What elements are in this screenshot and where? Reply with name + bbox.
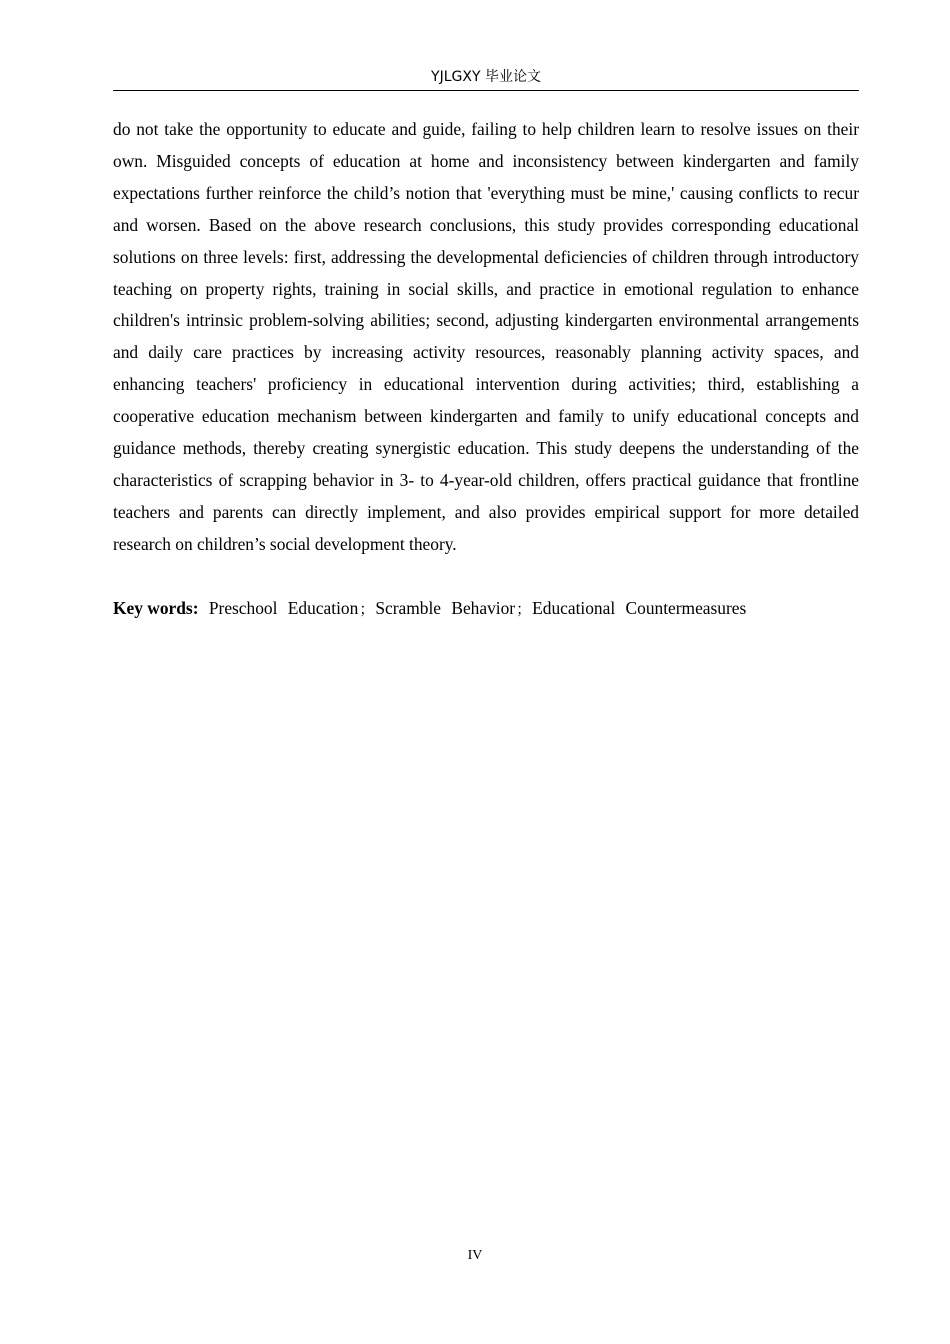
keyword-separator: ； [359, 600, 375, 618]
keywords-line [113, 593, 859, 626]
keyword-separator: ； [516, 600, 532, 618]
header-title: YJLGXY 毕业论文 [431, 69, 541, 85]
page-footer [0, 1247, 950, 1265]
keyword-item: Educational Countermeasures [532, 598, 747, 618]
abstract-paragraph: do not take the opportunity to educate and guide, failing to help children learn to resolve issues on their own. Misguided concepts of education at home and inconsistency between kindergarten and family expectations further reinforce the child’s notion that 'everything must be mine,' causing conflicts to recur and worsen. Based on the above research conclusions, this study provides corresponding educational solutions on three levels: first, addressing the developmental deficiencies of children through introductory teaching on property rights, training in social skills, and practice in emotional regulation to enhance children's intrinsic problem-solving abilities; second, adjusting kindergarten environmental arrangements and daily care practices by increasing activity resources, reasonably planning activity spaces, and enhancing teachers' proficiency in educational intervention during activities; third, establishing a cooperative education mechanism between kindergarten and family to unify educational concepts and guidance methods, thereby creating synergistic education. This study deepens the understanding of the characteristics of scrapping behavior in 3- to 4-year-old children, offers practical guidance that frontline teachers and parents can directly implement, and also provides empirical support for more detailed research on children’s social development theory. [113, 119, 859, 554]
keywords-label: Key words: [113, 598, 199, 618]
page-number: IV [467, 1248, 483, 1263]
keyword-item: Preschool Education [208, 598, 359, 618]
page-header [113, 67, 859, 91]
keyword-item: Scramble Behavior [375, 598, 516, 618]
